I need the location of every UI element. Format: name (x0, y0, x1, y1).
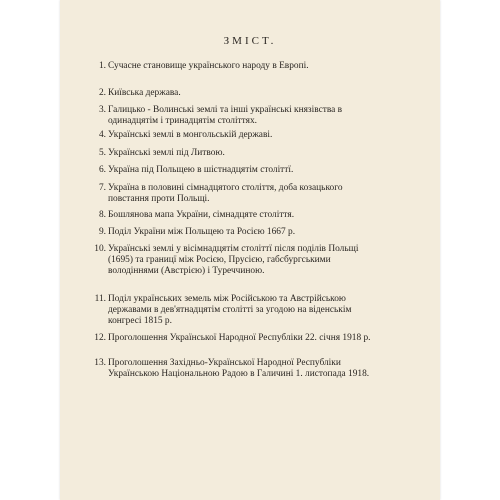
toc-entry-text: Київська держава. (108, 88, 181, 98)
toc-entry-number: 2. (98, 88, 106, 98)
page-title: ЗМІСТ. (223, 35, 277, 47)
toc-entry-text: Проголошення Української Народної Республіки 22. січня 1918 р. (108, 333, 371, 343)
toc-entry-text: Україна під Польщею в шістнадцятім століттї. (108, 165, 294, 175)
toc-entry-number: 13. (94, 358, 106, 368)
toc-entry-number: 12. (94, 333, 106, 343)
toc-entry (98, 105, 378, 127)
toc-entry (94, 294, 378, 327)
toc-entry (94, 244, 378, 277)
toc-entry-text: Поділ українських земель між Російською та Австрійською державами в дев'ятнадцятім столітті за угодою на віденськім конгресі 1815 р. (108, 294, 352, 326)
toc-entry-number: 5. (98, 148, 106, 158)
toc-entry (94, 333, 378, 344)
toc-entry-number: 8. (98, 210, 106, 220)
book-page (60, 0, 440, 500)
toc-entry-text: Сучасне становище українського народу в Европі. (108, 61, 309, 71)
toc-entry-number: 4. (98, 130, 106, 140)
toc-entry-number: 9. (98, 227, 106, 237)
toc-entry-text: Галицько - Волинські землі та інші українські князівства в одинадцятім і тринадцятім століттях. (108, 105, 343, 126)
toc-entry (98, 88, 378, 99)
toc-entry (98, 148, 378, 159)
toc-entry-number: 11. (94, 294, 106, 304)
toc-entry (98, 210, 378, 221)
toc-entry-number: 3. (98, 105, 106, 115)
toc-entry-number: 10. (94, 244, 106, 254)
toc-entry (94, 358, 378, 380)
toc-entry (98, 130, 378, 141)
toc-entry-number: 1. (98, 61, 106, 71)
toc-entry (98, 61, 378, 72)
toc-entry-text: Українські землі у вісімнадцятім століттї після поділів Польщі (1695) та границї між Росією, Прусією, габсбургськими володіннями (Австрією) і Туреччиною. (108, 244, 359, 276)
toc-entry-text: Поділ України між Польщею та Росією 1667 р. (108, 227, 296, 237)
toc-entry (98, 227, 378, 238)
toc-entry-text: Українські землі в монгольській державі. (108, 130, 273, 140)
toc-entry-text: Україна в половині сімнадцятого століття, доба козацького повстання проти Польщі. (108, 183, 343, 204)
toc-entry-text: Українські землі під Литвою. (108, 148, 225, 158)
toc-entry-number: 6. (98, 165, 106, 175)
toc-entry-number: 7. (98, 183, 106, 193)
toc-entry-text: Бошлянова мапа України, сімнадцяте століття. (108, 210, 295, 220)
toc-entry (98, 183, 378, 205)
toc-entry-text: Проголошення Західньо-Української Народної Республіки Українською Національною Радою в Галичині 1. листопада 1918. (108, 358, 370, 379)
toc-entry (98, 165, 378, 176)
